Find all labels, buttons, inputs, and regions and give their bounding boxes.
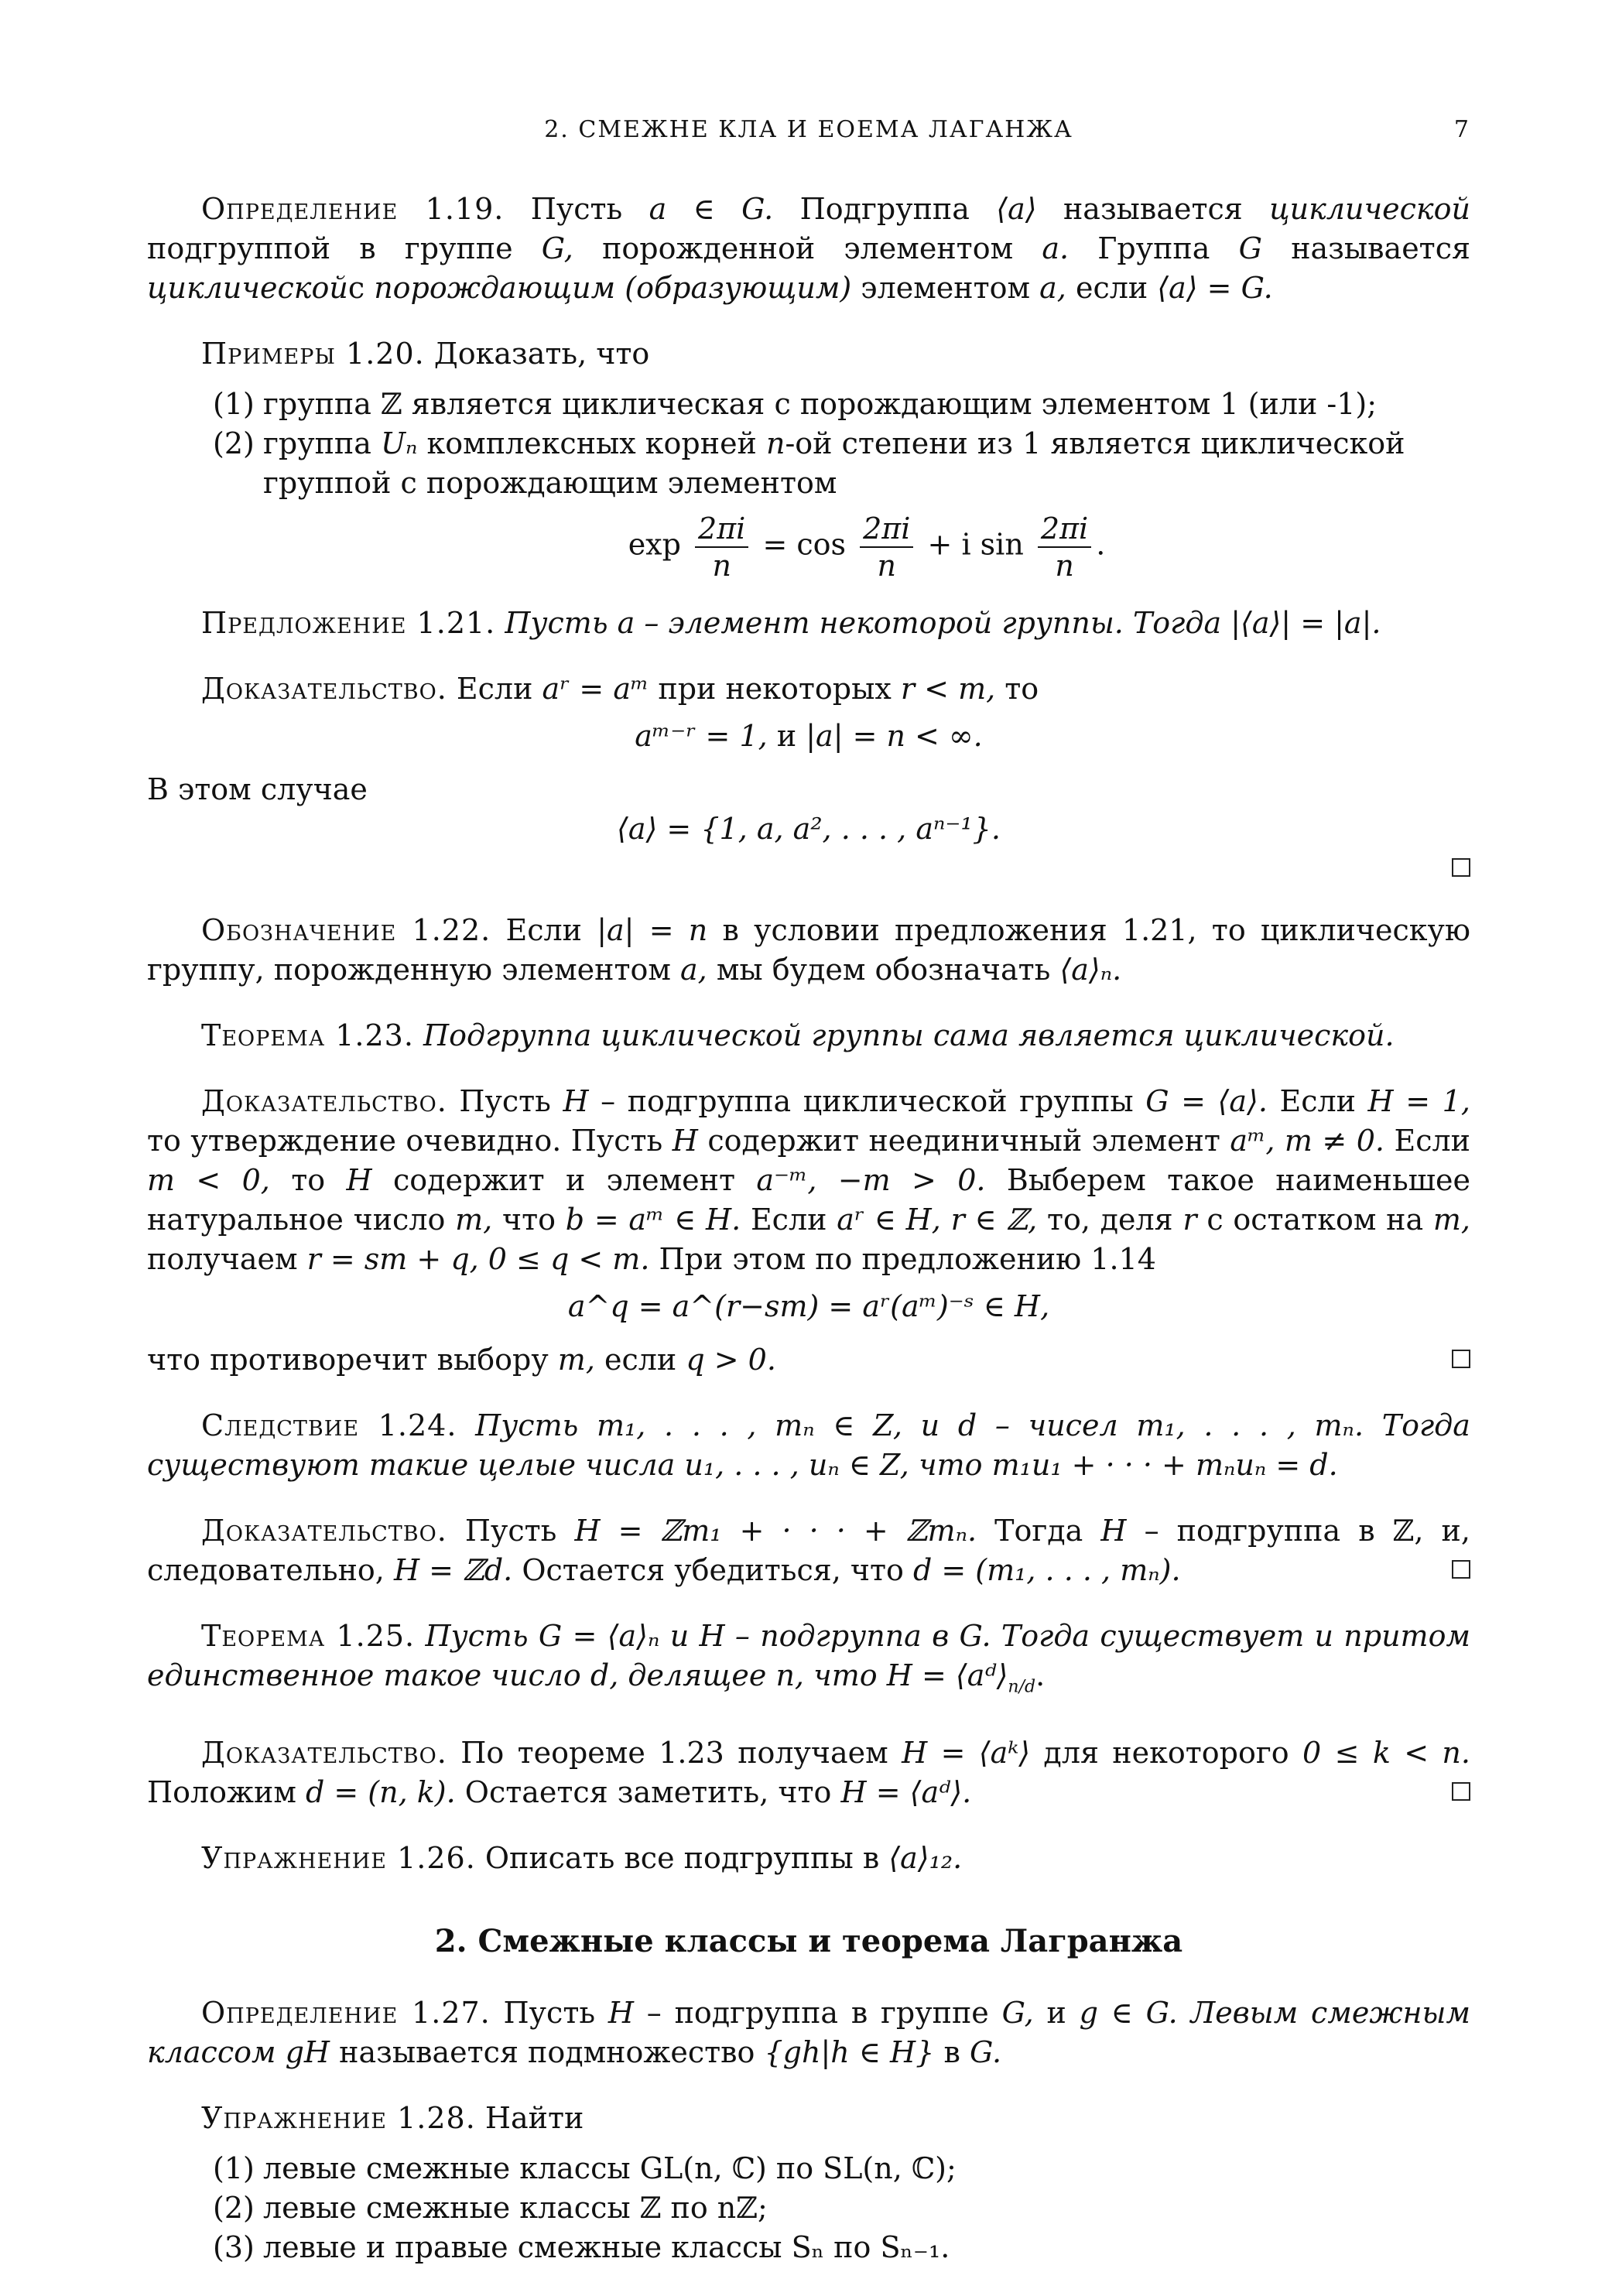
theorem-1-23: Теорема 1.23. Подгруппа циклической группы сама является циклической. [201, 1018, 1395, 1052]
label: Теорема 1.25. [201, 1619, 416, 1653]
label: Примеры 1.20. [201, 337, 425, 371]
definition-1-19: Определение 1.19. Пусть a ∈ G. Подгруппа ⟨a⟩ называется циклической подгруппой в группе G, порожденной элементом a. Группа G называется циклическойс порождающим (образующим) элементом a, если ⟨a⟩ = G. [147, 192, 1470, 305]
running-header [147, 116, 1470, 147]
display-formula: exp $\frac{2\pi i}{n}$ = cos $\frac{2\pi i}{n}$ + i sin $\frac{2\pi i}{n}$ . [628, 512, 1106, 583]
label: Обозначение 1.22. [201, 913, 491, 947]
page-number: 7 [1453, 116, 1470, 143]
proof-1-25: Доказательство. По теореме 1.23 получаем H = ⟨aᵏ⟩ для некоторого 0 ≤ k < n. Положим d = (n, k). Остается заметить, что H = ⟨aᵈ⟩. [147, 1735, 1470, 1809]
proof-1-21: Доказательство. Если aʳ = aᵐ при некоторых r < m, то [201, 672, 1039, 706]
label: Доказательство. [201, 1084, 447, 1118]
exercise-1-28: Упражнение 1.28. Найти [201, 2100, 584, 2135]
label: Теорема 1.23. [201, 1018, 414, 1052]
display-formula: a^q = a^(r−sm) = aʳ(aᵐ)⁻ˢ ∈ H, [567, 1289, 1050, 1323]
list-item: (1) левые смежные классы GL(n, ℂ) по SL(n, ℂ); [213, 2151, 957, 2185]
list-item: (2) группа Uₙ комплексных корней n-ой степени из 1 является циклической группой с порождающим элементом exp $\frac{2\pi i}{n}$ = cos $\frac{2\pi i}{n}$ + i sin $\frac{2\pi i}{n}$ . [213, 424, 1470, 583]
qed-box-icon [1452, 1350, 1470, 1368]
fraction: $\frac{2\pi i}{n}$ [695, 511, 748, 583]
proof-1-21-cont: В этом случае [147, 772, 368, 806]
corollary-1-24: Следствие 1.24. Пусть m₁, . . . , mₙ ∈ Z, и d – чисел m₁, . . . , mₙ. Тогда существуют такие целые числа u₁, . . . , uₙ ∈ Z, что m₁u₁ + · · · + mₙuₙ = d. [147, 1408, 1470, 1482]
examples-list [147, 385, 1470, 583]
label: Предложение 1.21. [201, 606, 496, 640]
label: Следствие 1.24. [201, 1408, 457, 1442]
exercise-1-26: Упражнение 1.26. Описать все подгруппы в ⟨a⟩₁₂. [201, 1840, 963, 1875]
label: Доказательство. [201, 672, 447, 706]
list-item: (1) группа ℤ является циклическая с порождающим элементом 1 (или -1); [213, 387, 1378, 421]
label: Доказательство. [201, 1735, 447, 1770]
display-formula: ⟨a⟩ = {1, a, a², . . . , aⁿ⁻¹}. [617, 812, 1001, 846]
proposition-1-21: Предложение 1.21. Пусть a – элемент некоторой группы. Тогда |⟨a⟩| = |a|. [201, 606, 1381, 640]
list-item: (3) левые и правые смежные классы Sₙ по Sₙ₋₁. [213, 2229, 950, 2264]
label: Упражнение 1.26. [201, 1840, 476, 1875]
proof-1-23: Доказательство. Пусть H – подгруппа циклической группы G = ⟨a⟩. Если H = 1, то утверждение очевидно. Пусть H содержит неединичный элемент aᵐ, m ≠ 0. Если m < 0, то H содержит и элемент a⁻ᵐ, −m > 0. Выберем такое наименьшее натуральное число m, что b = aᵐ ∈ H. Если aʳ ∈ H, r ∈ ℤ, то, деля r с остатком на m, получаем r = sm + q, 0 ≤ q < m. При этом по предложению 1.14 [147, 1084, 1470, 1276]
definition-1-27: Определение 1.27. Пусть H – подгруппа в группе G, и g ∈ G. Левым смежным классом gH называется подмножество {gh|h ∈ H} в G. [147, 1995, 1470, 2069]
display-formula: aᵐ⁻ʳ = 1, и |a| = n < ∞. [635, 719, 983, 753]
label: Определение 1.19. [201, 192, 505, 226]
notation-1-22: Обозначение 1.22. Если |a| = n в условии предложения 1.21, то циклическую группу, порожденную элементом a, мы будем обозначать ⟨a⟩ₙ. [147, 913, 1470, 987]
page-body [147, 190, 1470, 2287]
label: Доказательство. [201, 1514, 447, 1548]
list-item: (2) левые смежные классы ℤ по nℤ; [213, 2190, 768, 2225]
theorem-1-25: Теорема 1.25. Пусть G = ⟨a⟩ₙ и H – подгруппа в G. Тогда существует и притом единственное такое число d, делящее n, что $H = ⟨aᵈ⟩_{n/d}$. [147, 1619, 1470, 1697]
exercise-list [147, 2149, 1470, 2267]
examples-1-20: Примеры 1.20. Доказать, что [201, 337, 650, 371]
section-title: 2. Смежные классы и теорема Лагранжа [434, 1922, 1183, 1959]
running-title: 2. СМЕЖНЕ КЛА И ЕОЕМА ЛАГАНЖА [544, 116, 1073, 143]
qed-mark [147, 858, 1470, 877]
qed-box-icon [1452, 1560, 1470, 1579]
label: Упражнение 1.28. [201, 2100, 476, 2135]
proof-1-24: Доказательство. Пусть H = ℤm₁ + · · · + ℤmₙ. Тогда H – подгруппа в ℤ, и, следовательно, H = ℤd. Остается убедиться, что d = (m₁, . . . , mₙ). [147, 1514, 1470, 1587]
qed-box-icon [1452, 1782, 1470, 1801]
qed-box-icon [1452, 858, 1470, 877]
proof-1-23-cont: что противоречит выбору m, если q > 0. [147, 1340, 1470, 1380]
fraction: $\frac{2\pi i}{n}$ [860, 511, 913, 583]
label: Определение 1.27. [201, 1995, 491, 2030]
fraction: $\frac{2\pi i}{n}$ [1038, 511, 1091, 583]
